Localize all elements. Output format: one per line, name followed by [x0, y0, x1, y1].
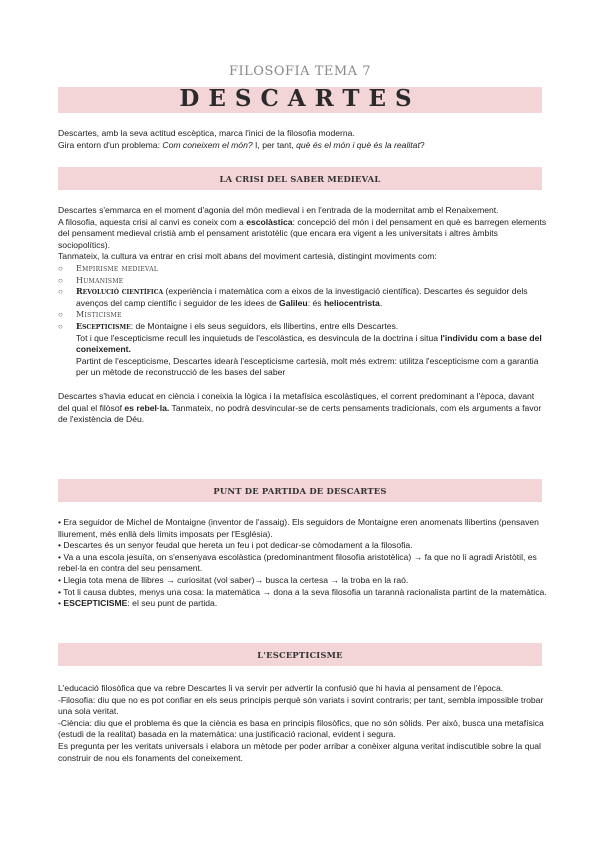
bullet-item — [58, 598, 548, 610]
term-individu: l'individu com a base del coneixement. — [76, 332, 542, 355]
section-heading-punt-de-partida: PUNT DE PARTIDA DE DESCARTES — [58, 479, 542, 502]
text: Tot i que l'escepticisme recull les inquietuds de l'escolàstica, es desvincula de la doctrina i situa — [76, 332, 441, 343]
bullet-item: • Llegia tota mena de llibres → curiositat (vol saber)→ busca la certesa → la troba en la raó. — [58, 574, 409, 585]
escepticisme-paragraph: Es pregunta per les veritats universals i elabora un mètode per poder arribar a conèixer alguna veritat indiscutible sobre la qual construir de nou els fonaments del coneixement. — [58, 740, 541, 763]
intro-text: Gira entorn d'un problema: — [58, 139, 163, 150]
bullet-item: • Va a una escola jesuïta, on s'ensenyava escolàstica (predominantment filosofia aristotèlica) → fa que no li agradi Aristòtil, es rebel·la en contra del seu pensament. — [58, 551, 537, 574]
circle-bullet-icon: ○ — [58, 275, 63, 285]
text: : concepció del món i del pensament en què es barregen elements del pensament medieval cristià amb el pensament aristotèlic (que encara era vigent a les universitats i altres àmbits sociopolítics). — [58, 216, 547, 250]
intro-text: ? — [419, 139, 425, 150]
document-subtitle: FILOSOFIA TEMA 7 — [229, 64, 371, 79]
intro-paragraph — [58, 128, 548, 151]
list-item — [58, 321, 548, 333]
movements-list — [58, 263, 548, 333]
text: : el seu punt de partida. — [127, 598, 218, 609]
section-heading-escepticisme: L'ESCEPTICISME — [58, 643, 542, 666]
escepticisme-detail-1 — [58, 333, 548, 356]
term-rebella: es rebel·la. — [124, 402, 170, 413]
list-item — [58, 309, 548, 321]
escepticisme-paragraph: L'educació filosòfica que va rebre Descartes li va servir per advertir la confusió que hi havia al pensament de l'època. — [58, 683, 504, 693]
circle-bullet-icon: ○ — [58, 310, 63, 320]
section-body-escepticisme — [58, 683, 548, 764]
text: Tanmateix, no podrà desvincular-se de certs pensaments tradicionals, com els arguments a favor de l'existència de Déu. — [58, 402, 542, 425]
text: A filosofia, aquesta crisi al canvi es coneix com a — [58, 216, 247, 227]
crisi-paragraph-3: Tanmateix, la cultura va entrar en crisi molt abans del moviment cartesià, distingint moviments com: — [58, 251, 437, 262]
circle-bullet-icon: ○ — [58, 263, 63, 273]
escepticisme-detail-2: Partint de l'escepticisme, Descartes idearà l'escepticisme cartesià, molt més extrem: utilitza l'escepticisme com a garantia per un mètode de reconstrucció de les bases del saber — [76, 355, 539, 378]
crisi-paragraph-2 — [58, 217, 548, 252]
text: (experiència i matemàtica com a eixos de la investigació científica). Descartes és seguidor dels avenços del camp científic i seguidor de les idees de — [76, 286, 528, 308]
bullet-item: • Descartes és un senyor feudal que hereta un feu i pot dedicar-se còmodament a la filosofia. — [58, 540, 413, 551]
movement-label: Revolució científica — [76, 286, 164, 297]
intro-question-1: Com coneixem el món? — [162, 139, 253, 150]
escepticisme-paragraph: -Ciència: diu que el problema és que la ciència es basa en principis filosòfics, que no són sòlids. Per això, busca una metafísica (estudi de la realitat) basada en la matemàtica: una justificació racional, evident i segura. — [58, 717, 544, 740]
term-galileu: Galileu — [279, 297, 308, 308]
list-item — [58, 263, 548, 275]
escepticisme-paragraph: -Filosofia: diu que no es pot confiar en els seus principis perquè són variats i sovint contraris; per tant, sembla impossible trobar una sola veritat. — [58, 694, 544, 717]
intro-line-2 — [58, 140, 548, 152]
list-item — [58, 286, 548, 309]
intro-line-1: Descartes, amb la seva actitud escèptica, marca l'inici de la filosofia moderna. — [58, 128, 355, 138]
intro-question-2: què és el món i què és la realitat — [296, 139, 420, 150]
term-escolastica: escolàstica — [246, 216, 293, 227]
text: Descartes s'havia educat en ciència i coneixia la lògica i la metafísica escolàstiques, el corrent predominant a l'època, davant del qual el filòsof — [58, 390, 535, 413]
section-body-crisi — [58, 205, 548, 426]
list-item — [58, 275, 548, 287]
text: : de Montaigne i els seus seguidors, els llibertins, entre ells Descartes. — [130, 320, 399, 331]
text: . — [379, 297, 383, 308]
term-escepticisme: ESCEPTICISME — [63, 598, 128, 609]
bullet-item: • Tot li causa dubtes, menys una cosa: la matemàtica → dona a la seva filosofia un tarannà racionalista partint de la matemàtica. — [58, 586, 547, 597]
intro-text: I, per tant, — [252, 139, 297, 150]
document-title: DESCARTES — [179, 85, 421, 112]
crisi-paragraph-4 — [58, 391, 548, 426]
circle-bullet-icon: ○ — [58, 287, 63, 297]
text: • — [58, 598, 64, 609]
movement-label: Escepticisme — [76, 320, 131, 331]
section-body-punt-de-partida — [58, 517, 548, 610]
circle-bullet-icon: ○ — [58, 321, 63, 331]
bullet-item: • Era seguidor de Michel de Montaigne (inventor de l'assaig). Els seguidors de Montaigne eren anomenats llibertins (pensaven lliurement, més enllà dels límits imposats per l'Església). — [58, 517, 539, 539]
text: : és — [307, 297, 324, 308]
movement-label: Empirisme medieval — [76, 263, 159, 273]
crisi-paragraph-1: Descartes s'emmarca en el moment d'agonia del món medieval i en l'entrada de la modernitat amb el Renaixement. — [58, 205, 499, 215]
term-heliocentrista: heliocentrista — [323, 297, 380, 308]
section-heading-crisi: LA CRISI DEL SABER MEDIEVAL — [58, 167, 542, 190]
movement-label: Misticisme — [76, 310, 122, 320]
movement-label: Humanisme — [76, 275, 124, 285]
